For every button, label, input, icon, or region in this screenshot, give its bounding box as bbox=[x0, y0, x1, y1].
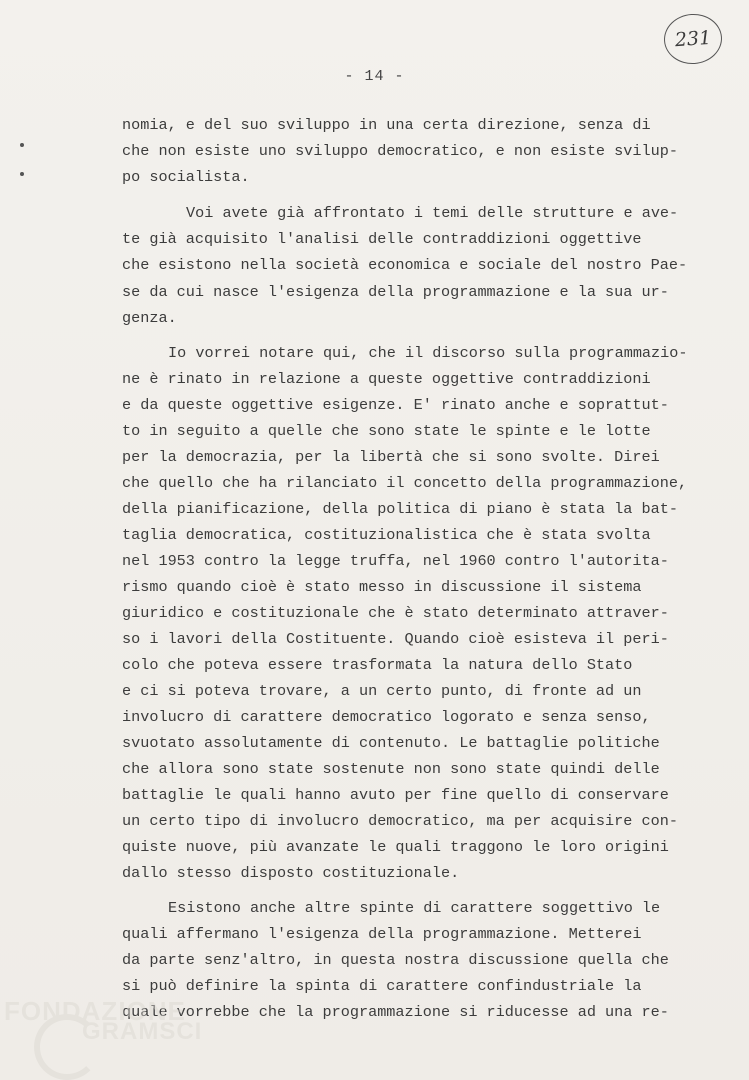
text-line: rismo quando cioè è stato messo in discussione il sistema bbox=[122, 578, 642, 596]
text-line: te già acquisito l'analisi delle contraddizioni oggettive bbox=[122, 230, 642, 248]
text-line: quali affermano l'esigenza della programmazione. Metterei bbox=[122, 925, 642, 943]
text-line: involucro di carattere democratico logorato e senza senso, bbox=[122, 708, 651, 726]
watermark-line1: FONDAZIONE bbox=[4, 996, 186, 1026]
text-line: si può definire la spinta di carattere confindustriale la bbox=[122, 977, 642, 995]
margin-mark bbox=[20, 143, 24, 147]
text-line: quale vorrebbe che la programmazione si riducesse ad una re- bbox=[122, 1003, 669, 1021]
text-line: un certo tipo di involucro democratico, ma per acquisire con- bbox=[122, 812, 678, 830]
foundation-watermark bbox=[4, 996, 203, 1074]
text-line: svuotato assolutamente di contenuto. Le battaglie politiche bbox=[122, 734, 660, 752]
text-line: che allora sono state sostenute non sono state quindi delle bbox=[122, 760, 660, 778]
text-line: quiste nuove, più avanzate le quali traggono le loro origini bbox=[122, 838, 669, 856]
text-line: giuridico e costituzionale che è stato determinato attraver- bbox=[122, 604, 669, 622]
watermark-line2: GRAMSCI bbox=[82, 1018, 203, 1045]
text-line: per la democrazia, per la libertà che si sono svolte. Direi bbox=[122, 448, 660, 466]
text-line: to in seguito a quelle che sono state le spinte e le lotte bbox=[122, 422, 651, 440]
text-line: Esistono anche altre spinte di carattere soggettivo le bbox=[168, 899, 661, 917]
text-line: se da cui nasce l'esigenza della programmazione e la sua ur- bbox=[122, 283, 669, 301]
text-line: so i lavori della Costituente. Quando cioè esisteva il peri- bbox=[122, 630, 669, 648]
text-line: dallo stesso disposto costituzionale. bbox=[122, 864, 460, 882]
text-line: e da queste oggettive esigenze. E' rinato anche e soprattut- bbox=[122, 396, 669, 414]
text-line: da parte senz'altro, in questa nostra discussione quella che bbox=[122, 951, 669, 969]
text-line: e ci si poteva trovare, a un certo punto, di fronte ad un bbox=[122, 682, 642, 700]
text-line: genza. bbox=[122, 309, 177, 327]
text-line: colo che poteva essere trasformata la natura dello Stato bbox=[122, 656, 633, 674]
text-line: ne è rinato in relazione a queste oggettive contraddizioni bbox=[122, 370, 651, 388]
text-line: Voi avete già affrontato i temi delle strutture e ave- bbox=[186, 204, 679, 222]
text-line: della pianificazione, della politica di piano è stata la bat- bbox=[122, 500, 678, 518]
text-line: che esistono nella società economica e sociale del nostro Pae- bbox=[122, 256, 688, 274]
text-line: po socialista. bbox=[122, 168, 250, 186]
text-line: nomia, e del suo sviluppo in una certa direzione, senza di bbox=[122, 116, 651, 134]
text-line: che non esiste uno sviluppo democratico, e non esiste svilup- bbox=[122, 142, 678, 160]
archive-stamp: 231 bbox=[662, 12, 723, 66]
text-line: Io vorrei notare qui, che il discorso sulla programmazio- bbox=[168, 344, 688, 362]
text-line: nel 1953 contro la legge truffa, nel 1960 contro l'autorita- bbox=[122, 552, 669, 570]
text-line: taglia democratica, costituzionalistica che è stata svolta bbox=[122, 526, 651, 544]
margin-mark bbox=[20, 172, 24, 176]
text-line: che quello che ha rilanciato il concetto della programmazione, bbox=[122, 474, 688, 492]
text-line: battaglie le quali hanno avuto per fine quello di conservare bbox=[122, 786, 669, 804]
page-number: - 14 - bbox=[344, 68, 405, 85]
